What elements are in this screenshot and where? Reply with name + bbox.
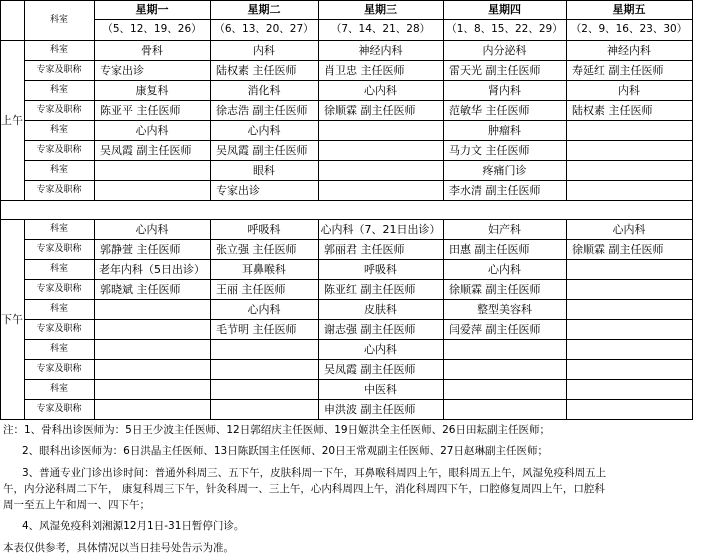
grid-line (692, 219, 693, 420)
dept-cell: 心内科 (135, 222, 169, 236)
grid-line (24, 100, 692, 101)
dept-cell (566, 259, 692, 279)
grid-line (24, 160, 692, 161)
doctor-cell (443, 359, 566, 379)
grid-line (24, 299, 692, 300)
doctor-cell: 专家出诊 (100, 63, 144, 77)
note-line: 注：1、骨科出诊医师为：5日王少波主任医师、12日郭绍庆主任医师、19日姬洪全主任医师、26日田耘副主任医师； (3, 424, 550, 436)
row-label-keshi: 科室 (49, 303, 68, 314)
grid-line (318, 0, 319, 200)
grid-line (210, 219, 211, 420)
grid-line (24, 379, 692, 380)
day-name: 星期三 (364, 3, 397, 16)
dept-cell (566, 299, 692, 319)
grid-line (0, 200, 1, 219)
row-label-zhuanjia: 专家及职称 (36, 323, 82, 334)
doctor-cell (94, 319, 210, 339)
doctor-cell: 郭晓斌 主任医师 (100, 282, 181, 296)
dept-cell: 老年内科（5日出诊） (99, 262, 205, 276)
doctor-cell (210, 399, 318, 419)
grid-line (24, 120, 692, 121)
dept-cell (94, 160, 210, 180)
grid-line (24, 279, 692, 280)
doctor-cell (566, 319, 692, 339)
grid-line (0, 0, 1, 200)
grid-line (94, 0, 95, 200)
grid-line (443, 219, 444, 420)
grid-line (0, 419, 692, 420)
doctor-cell (318, 140, 443, 160)
dept-cell (566, 339, 692, 359)
doctor-cell (94, 359, 210, 379)
day-dates: （6、13、20、27） (214, 23, 314, 36)
row-label-zhuanjia: 专家及职称 (36, 64, 82, 75)
doctor-cell: 郭静萱 主任医师 (100, 242, 181, 256)
dept-cell (94, 339, 210, 359)
note-line: 3、普通专业门诊出诊时间：普通外科周三、五下午，皮肤科周一下午，耳鼻喉科周四上午，眼科周五上午，风湿免疫科周五上 (22, 467, 607, 479)
row-label-keshi: 科室 (49, 84, 68, 95)
doctor-cell: 张立强 主任医师 (216, 242, 297, 256)
doctor-cell (566, 399, 692, 419)
dept-cell: 内科 (618, 83, 640, 97)
grid-line (0, 200, 692, 201)
dept-cell: 中医科 (364, 382, 397, 396)
doctor-cell: 徐顺霖 副主任医师 (572, 242, 664, 256)
doctor-cell: 吴凤霞 副主任医师 (216, 143, 308, 157)
grid-line (692, 200, 693, 219)
dept-cell (566, 120, 692, 140)
grid-line (566, 219, 567, 420)
row-label-zhuanjia: 专家及职称 (36, 283, 82, 294)
grid-line (24, 239, 692, 240)
doctor-cell: 范敏华 主任医师 (449, 103, 530, 117)
afternoon-label: 下午 (1, 312, 23, 326)
doctor-cell (566, 180, 692, 200)
dept-cell (94, 299, 210, 319)
doctor-cell: 吴凤霞 副主任医师 (100, 143, 192, 157)
dept-cell: 肾内科 (488, 83, 521, 97)
doctor-cell: 肖卫忠 主任医师 (324, 63, 405, 77)
dept-cell: 整型美容科 (477, 302, 532, 316)
doctor-cell: 专家出诊 (216, 183, 260, 197)
row-label-zhuanjia: 专家及职称 (36, 243, 82, 254)
grid-line (210, 0, 211, 200)
row-label-zhuanjia: 专家及职称 (36, 104, 82, 115)
note-line: 午，内分泌科周二下午， 康复科周三下午，针灸科周一、三上午，心内科周四上午，消化科周四下午，口腔修复周四上午，口腔科 (3, 483, 605, 495)
doctor-cell: 王丽 主任医师 (216, 282, 286, 296)
row-label-zhuanjia: 专家及职称 (36, 363, 82, 374)
row-label-keshi: 科室 (49, 44, 68, 55)
grid-line (94, 19, 692, 20)
dept-cell: 消化科 (247, 83, 281, 97)
dept-cell: 耳鼻喉科 (242, 262, 286, 276)
dept-cell: 心内科 (488, 262, 521, 276)
dept-cell (318, 120, 443, 140)
dept-cell: 心内科 (135, 123, 169, 137)
grid-line (24, 0, 25, 200)
grid-line (24, 140, 692, 141)
doctor-cell: 陆权素 主任医师 (572, 103, 653, 117)
grid-line (24, 80, 692, 81)
dept-cell (443, 339, 566, 359)
doctor-cell (566, 140, 692, 160)
doctor-cell (443, 399, 566, 419)
note-line: 4、风湿免疫科刘湘源12月1日-31日暂停门诊。 (22, 520, 245, 532)
row-label-keshi: 科室 (49, 164, 68, 175)
day-name: 星期四 (488, 3, 521, 16)
day-dates: （1、8、15、22、29） (446, 23, 563, 36)
note-line: 本表仅供参考，具体情况以当日挂号处告示为准。 (3, 542, 234, 554)
doctor-cell: 郭丽君 主任医师 (324, 242, 405, 256)
grid-line (24, 219, 25, 420)
grid-line (24, 319, 692, 320)
row-label-zhuanjia: 专家及职称 (36, 184, 82, 195)
doctor-cell: 陆权素 主任医师 (216, 63, 297, 77)
dept-cell: 疼痛门诊 (482, 163, 527, 177)
dept-cell: 内科 (253, 43, 275, 57)
dept-cell (210, 339, 318, 359)
row-label-keshi: 科室 (49, 124, 68, 135)
dept-cell: 呼吸科 (247, 222, 281, 236)
day-dates: （7、14、21、28） (330, 23, 431, 36)
dept-cell: 神经内科 (607, 43, 651, 57)
row-label-keshi: 科室 (49, 223, 68, 234)
grid-line (24, 339, 692, 340)
grid-line (0, 40, 692, 41)
dept-cell: 心内科 (364, 342, 397, 356)
header-keshi-label: 科室 (49, 14, 68, 25)
doctor-cell: 徐志浩 副主任医师 (216, 103, 308, 117)
grid-line (443, 0, 444, 200)
dept-cell (443, 379, 566, 399)
day-name: 星期五 (612, 3, 646, 16)
grid-line (318, 219, 319, 420)
dept-cell: 心内科 (612, 222, 646, 236)
grid-line (94, 219, 95, 420)
dept-cell: 呼吸科 (364, 262, 397, 276)
row-label-zhuanjia: 专家及职称 (36, 144, 82, 155)
dept-cell: 心内科 (364, 83, 397, 97)
doctor-cell (94, 399, 210, 419)
doctor-cell (210, 359, 318, 379)
dept-cell (566, 160, 692, 180)
dept-cell: 眼科 (253, 163, 275, 177)
doctor-cell: 田惠 副主任医师 (449, 242, 530, 256)
doctor-cell: 申洪波 副主任医师 (324, 402, 416, 416)
dept-cell: 心内科（7、21日出诊） (320, 222, 441, 236)
note-line: 周一至五上午和周一、四下午； (3, 499, 150, 511)
doctor-cell: 马力文 主任医师 (449, 143, 530, 157)
grid-line (0, 219, 1, 420)
grid-line (566, 0, 567, 200)
doctor-cell: 雷天光 副主任医师 (449, 63, 541, 77)
doctor-cell: 陈亚平 主任医师 (100, 103, 181, 117)
row-label-keshi: 科室 (49, 383, 68, 394)
doctor-cell: 闫爱萍 副主任医师 (449, 322, 541, 336)
doctor-cell: 吴凤霞 副主任医师 (324, 362, 416, 376)
doctor-cell (318, 180, 443, 200)
doctor-cell: 陈亚红 副主任医师 (324, 282, 416, 296)
doctor-cell (566, 279, 692, 299)
doctor-cell: 李水清 副主任医师 (449, 183, 541, 197)
row-label-keshi: 科室 (49, 263, 68, 274)
dept-cell: 妇产科 (488, 222, 521, 236)
dept-cell (566, 379, 692, 399)
dept-cell: 内分泌科 (482, 43, 527, 57)
doctor-cell (566, 359, 692, 379)
doctor-cell: 徐顺霖 副主任医师 (324, 103, 416, 117)
dept-cell: 康复科 (135, 83, 169, 97)
dept-cell: 肿瘤科 (488, 123, 521, 137)
doctor-cell: 谢志强 副主任医师 (324, 322, 416, 336)
dept-cell (318, 160, 443, 180)
grid-line (24, 259, 692, 260)
grid-line (0, 219, 692, 220)
grid-line (692, 0, 693, 200)
note-line: 2、眼科出诊医师为：6日洪晶主任医师、13日陈跃国主任医师、20日王常观副主任医师、27日赵琳副主任医师； (22, 445, 548, 457)
day-name: 星期一 (135, 3, 169, 16)
grid-line (24, 399, 692, 400)
dept-cell: 心内科 (247, 302, 281, 316)
day-dates: （2、9、16、23、30） (570, 23, 688, 36)
dept-cell (94, 379, 210, 399)
grid-line (24, 60, 692, 61)
dept-cell (210, 379, 318, 399)
doctor-cell: 徐顺霖 副主任医师 (449, 282, 541, 296)
dept-cell: 皮肤科 (364, 302, 397, 316)
grid-line (24, 359, 692, 360)
day-name: 星期二 (247, 3, 281, 16)
doctor-cell (94, 180, 210, 200)
grid-line (24, 180, 692, 181)
day-dates: （5、12、19、26） (102, 23, 202, 36)
grid-line (0, 0, 692, 1)
row-label-zhuanjia: 专家及职称 (36, 403, 82, 414)
dept-cell: 神经内科 (358, 43, 403, 57)
doctor-cell: 寿延红 副主任医师 (572, 63, 664, 77)
morning-label: 上午 (1, 113, 23, 127)
doctor-cell: 毛节明 主任医师 (216, 322, 297, 336)
row-label-keshi: 科室 (49, 343, 68, 354)
dept-cell: 骨科 (141, 43, 163, 57)
dept-cell: 心内科 (247, 123, 281, 137)
